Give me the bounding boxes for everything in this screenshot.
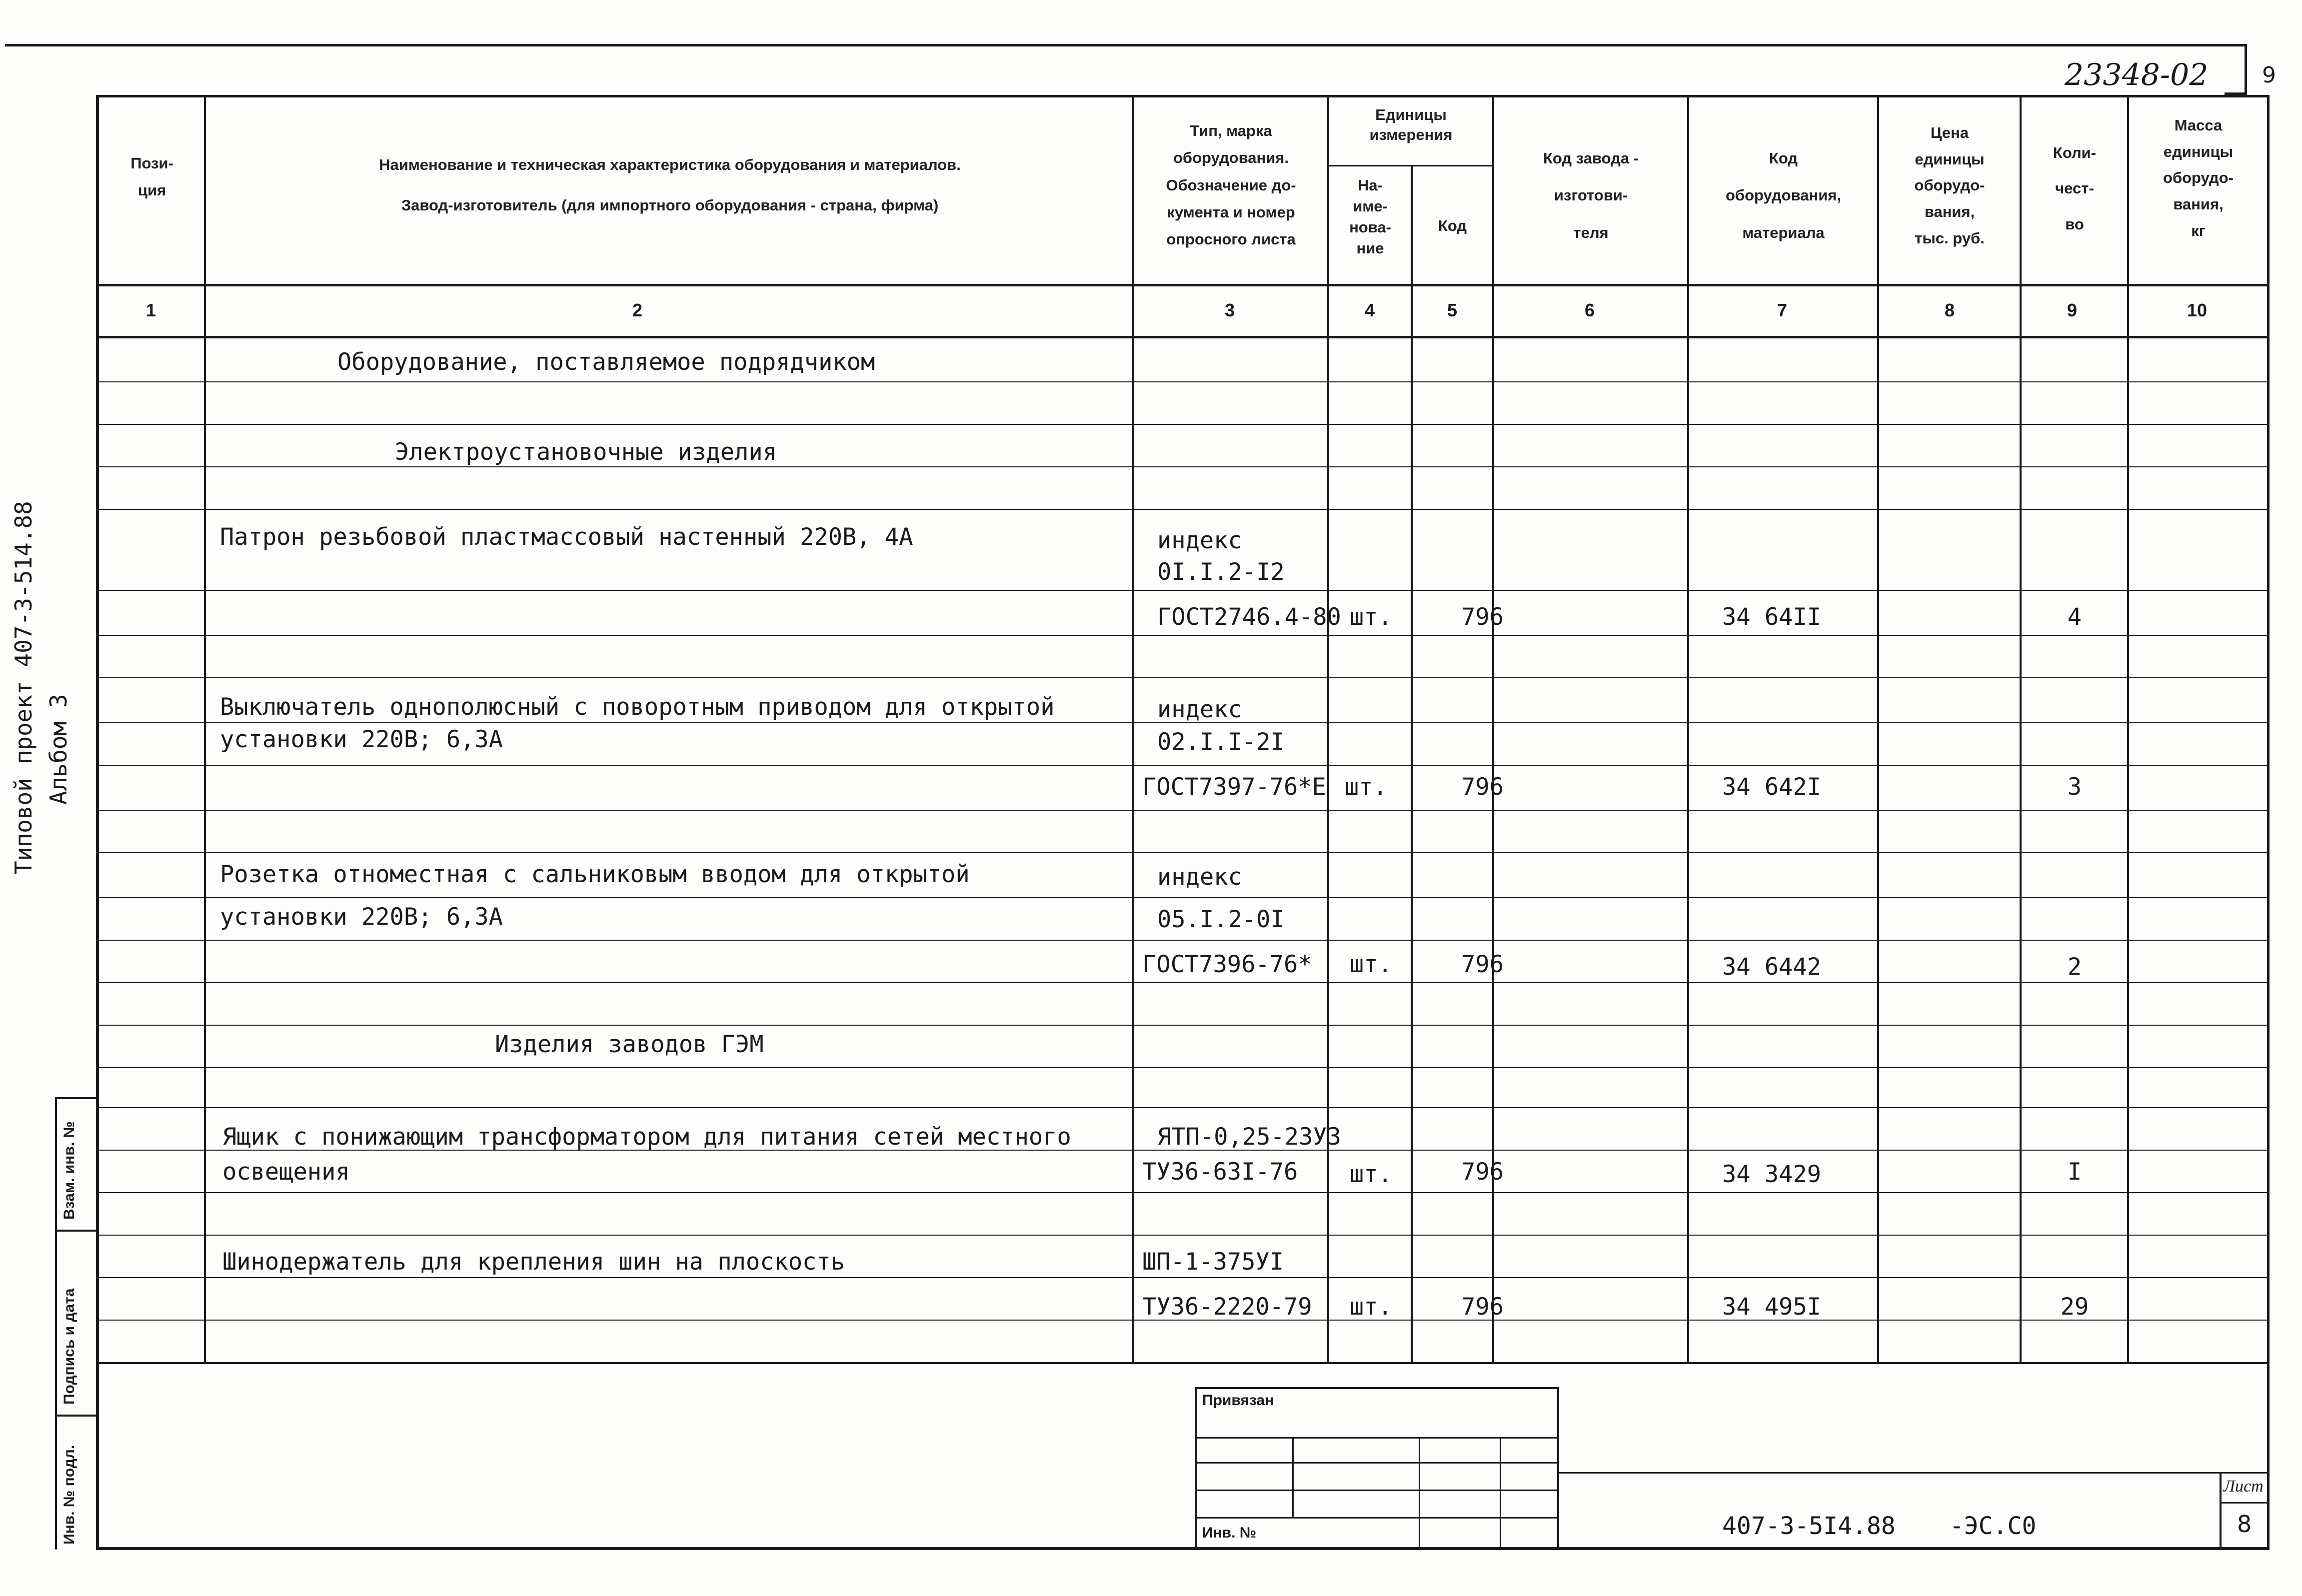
item-type: индекс — [1157, 696, 1242, 723]
body-bottom — [96, 1362, 2267, 1364]
row-line — [96, 1067, 2267, 1068]
sheet-box-divider — [2220, 1502, 2270, 1504]
col-header-unit-name: На- име- нова- ние — [1349, 176, 1391, 257]
sheet-box-left — [2220, 1472, 2222, 1550]
item-type: ТУ36-63I-76 — [1142, 1158, 1298, 1186]
col-header-material-code: Код оборудования, материала — [1725, 149, 1841, 241]
title-block-top — [1557, 1472, 2270, 1474]
item-unit-code: 796 — [1461, 1293, 1504, 1321]
item-name: освещения — [222, 1158, 350, 1186]
item-name: Ящик с понижающим трансформатором для питания сетей местного — [222, 1123, 1071, 1151]
col-line-1 — [204, 95, 206, 1362]
stamp-row-line — [1195, 1437, 1559, 1439]
col-number: 2 — [632, 300, 643, 320]
bound-label: Привязан — [1202, 1392, 1274, 1409]
item-material-code: 34 64II — [1722, 603, 1822, 631]
item-type: ГОСТ7396-76* — [1142, 951, 1312, 978]
col-header-type: Тип, марка оборудования. Обозначение до- кумента и номер опросного листа — [1166, 122, 1296, 248]
item-unit: шт. — [1350, 603, 1392, 631]
row-line — [96, 590, 2267, 591]
item-name: Выключатель однополюсный с поворотным приводом для открытой — [220, 693, 1055, 721]
col-header-units-group: Единицы измерения — [1369, 106, 1453, 144]
item-unit: шт. — [1345, 773, 1387, 801]
item-material-code: 34 495I — [1722, 1293, 1822, 1321]
col-line-6 — [1687, 95, 1689, 1362]
stamp-top — [1195, 1387, 1559, 1389]
item-material-code: 34 3429 — [1722, 1161, 1822, 1188]
row-line — [96, 1235, 2267, 1236]
col-number: 6 — [1584, 300, 1595, 320]
side-block-top — [55, 1097, 98, 1099]
col-number: 4 — [1364, 300, 1375, 320]
project-label: Типовой проект 407-3-514.88 — [10, 501, 37, 875]
row-line — [96, 1277, 2267, 1278]
item-type: индекс — [1157, 863, 1242, 891]
row-line — [96, 765, 2267, 766]
stamp-col-line — [1419, 1437, 1420, 1550]
designation-number: 407-3-5I4.88 — [1722, 1512, 1896, 1540]
stamp-row-line — [1195, 1517, 1559, 1519]
row-line — [96, 1192, 2267, 1193]
designation-suffix: -ЭС.С0 — [1950, 1512, 2037, 1540]
page-number: 9 — [2262, 62, 2276, 88]
col-header-position: Пози- ция — [130, 154, 173, 199]
col-header-unit-code: Код — [1438, 217, 1467, 234]
item-unit: шт. — [1350, 951, 1392, 978]
col-line-7 — [1877, 95, 1879, 1362]
row-line — [96, 635, 2267, 636]
row-line — [96, 1107, 2267, 1108]
item-type: ЯТП-0,25-23У3 — [1157, 1123, 1341, 1151]
top-border — [5, 44, 2245, 46]
item-unit-code: 796 — [1461, 603, 1504, 631]
item-unit-code: 796 — [1461, 1158, 1504, 1186]
item-material-code: 34 6442 — [1722, 953, 1822, 981]
item-quantity: 3 — [2067, 773, 2082, 801]
col-line-3 — [1327, 95, 1329, 1362]
item-type: 0I.I.2-I2 — [1157, 558, 1285, 586]
header-bottom — [96, 284, 2267, 286]
item-name: установки 220В; 6,3А — [220, 903, 503, 931]
col-number: 3 — [1224, 300, 1235, 320]
corner-box-left — [2245, 44, 2247, 94]
section-heading: Изделия заводов ГЭМ — [495, 1031, 764, 1058]
frame-right — [2267, 95, 2270, 1550]
col-header-quantity: Коли- чест- во — [2053, 144, 2097, 233]
item-type: индекс — [1157, 527, 1242, 554]
col-header-factory-code: Код завода - изготови- теля — [1543, 149, 1639, 241]
col-line-2 — [1132, 95, 1134, 1362]
item-quantity: 29 — [2060, 1293, 2089, 1321]
side-block-divider — [55, 1230, 98, 1232]
row-line — [96, 1025, 2267, 1026]
stamp-row-line — [1195, 1462, 1559, 1464]
item-type: ГОСТ2746.4-80 — [1157, 603, 1341, 631]
frame-bottom — [96, 1547, 2270, 1550]
col-line-8 — [2020, 95, 2022, 1362]
frame-top — [96, 95, 2267, 97]
sheet-label: Лист — [2224, 1477, 2264, 1496]
colnum-bottom — [96, 336, 2267, 338]
col-number: 7 — [1777, 300, 1788, 320]
col-number: 9 — [2067, 300, 2078, 320]
sheet-number: 8 — [2237, 1511, 2252, 1538]
item-quantity: 4 — [2067, 603, 2082, 631]
row-line — [96, 982, 2267, 983]
row-line — [96, 381, 2267, 382]
item-name: Розетка отноместная с сальниковым вводом для открытой — [220, 861, 970, 888]
row-line — [96, 677, 2267, 678]
item-type: ГОСТ7397-76*Е — [1142, 773, 1326, 801]
section-heading: Электроустановочные изделия — [395, 438, 777, 466]
stamp-right — [1557, 1387, 1559, 1550]
item-quantity: 2 — [2067, 953, 2082, 981]
item-unit-code: 796 — [1461, 773, 1504, 801]
replace-inventory-label: Взам. инв. № — [61, 1121, 77, 1220]
units-divider — [1327, 165, 1492, 166]
album-label: Альбом 3 — [45, 694, 72, 805]
section-heading: Оборудование, поставляемое подрядчиком — [337, 348, 875, 376]
stamp-row-line — [1195, 1490, 1559, 1491]
item-material-code: 34 642I — [1722, 773, 1822, 801]
stamp-left — [1195, 1387, 1197, 1550]
row-line — [96, 424, 2267, 425]
signature-date-label: Подпись и дата — [61, 1288, 77, 1405]
item-name: Шинодержатель для крепления шин на плоскость — [222, 1248, 845, 1276]
item-quantity: I — [2067, 1158, 2082, 1186]
row-line — [96, 897, 2267, 898]
item-type: ТУ36-2220-79 — [1142, 1293, 1312, 1321]
col-header-price: Цена единицы оборудо- вания, тыс. руб. — [1914, 124, 1985, 247]
side-block-left — [55, 1097, 57, 1550]
item-type: ШП-1-375УI — [1142, 1248, 1284, 1276]
side-block-divider — [55, 1415, 98, 1417]
row-line — [96, 852, 2267, 853]
col-header-name: Наименование и техническая характеристика оборудования и материалов. Завод-изготовитель (для импортного оборудования - страна, фирма) — [379, 156, 961, 214]
item-unit: шт. — [1350, 1293, 1392, 1321]
row-line — [96, 509, 2267, 510]
inventory-number-label: Инв. № — [1202, 1525, 1257, 1541]
col-line-9 — [2127, 95, 2129, 1362]
row-line — [96, 810, 2267, 811]
stamp-col-line — [1500, 1437, 1501, 1550]
item-unit: шт. — [1350, 1161, 1392, 1188]
item-type: 05.I.2-0I — [1157, 906, 1285, 933]
col-number: 5 — [1447, 300, 1458, 320]
col-number: 10 — [2187, 300, 2208, 320]
item-name: установки 220В; 6,3А — [220, 726, 503, 753]
row-line — [96, 940, 2267, 941]
col-header-mass: Масса единицы оборудо- вания, кг — [2163, 116, 2234, 239]
col-number: 1 — [145, 300, 156, 320]
original-inventory-label: Инв. № подл. — [61, 1445, 77, 1545]
item-name: Патрон резьбовой пластмассовый настенный 220В, 4А — [220, 523, 913, 551]
item-unit-code: 796 — [1461, 951, 1504, 978]
item-type: 02.I.I-2I — [1157, 728, 1285, 756]
stamp-col-line — [1292, 1437, 1294, 1517]
document-number: 23348-02 — [2065, 57, 2209, 92]
col-number: 8 — [1944, 300, 1955, 320]
frame-left — [96, 95, 99, 1550]
